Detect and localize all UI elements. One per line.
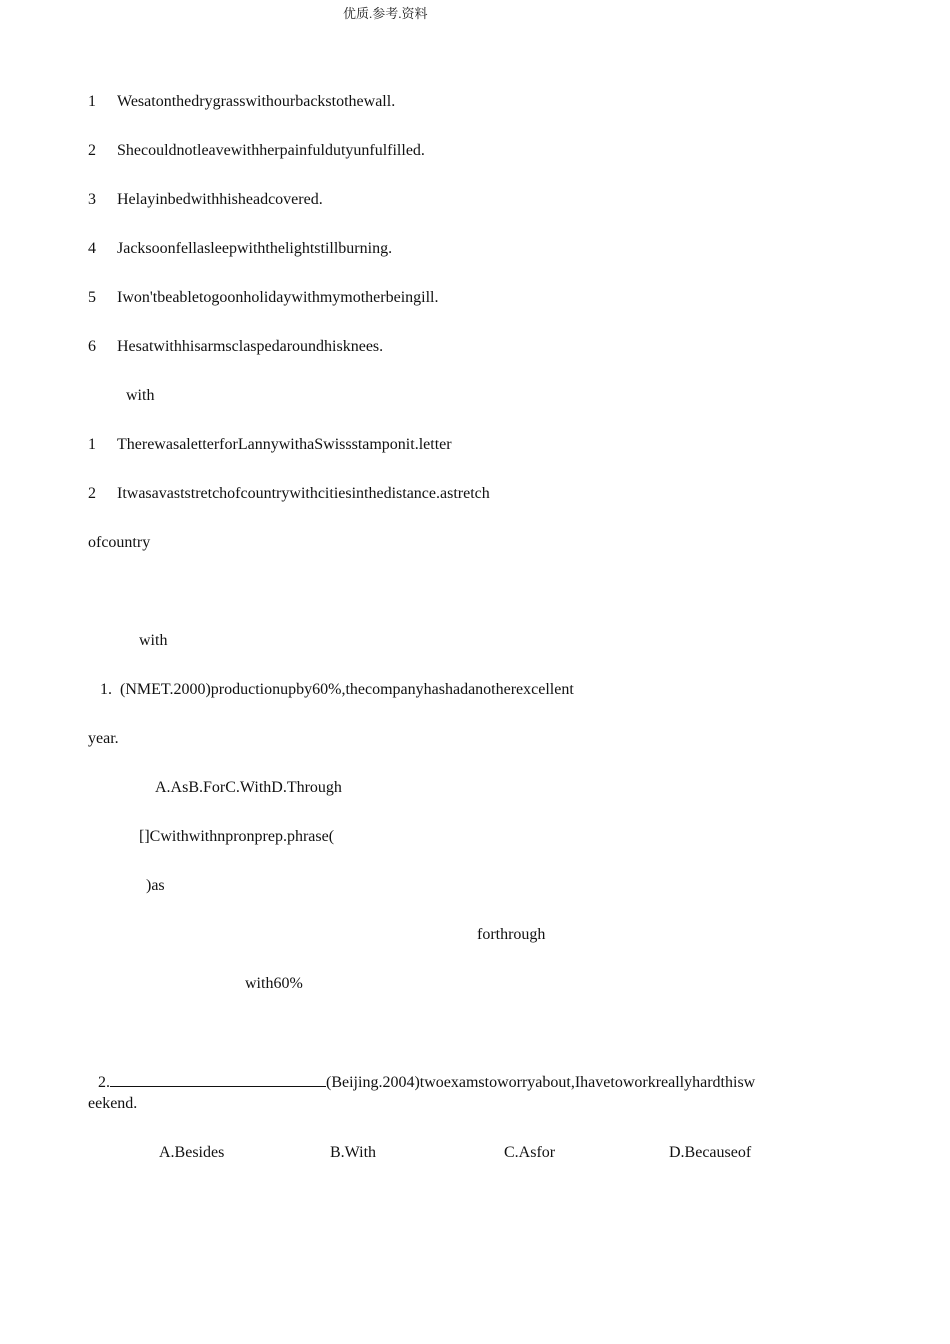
sentence: Itwasavaststretchofcountrywithcitiesinthedistance.astretch xyxy=(117,485,490,502)
sentence: Wesatonthedrygrasswithourbackstothewall. xyxy=(117,93,396,110)
item-number: 2 xyxy=(88,485,96,502)
sentence-continuation: ofcountry xyxy=(88,534,151,551)
answer-explanation: forthrough xyxy=(477,926,546,943)
item-number: 4 xyxy=(88,240,96,257)
item-number: 2 xyxy=(88,142,96,159)
item-number: 6 xyxy=(88,338,96,355)
option-d: D.Becauseof xyxy=(669,1144,752,1161)
question-options: A.AsB.ForC.WithD.Through xyxy=(155,779,342,796)
question-continuation: eekend. xyxy=(88,1095,138,1112)
sentence: Iwon'tbeabletogoonholidaywithmymotherbeingill. xyxy=(117,289,439,306)
question-2 xyxy=(98,1072,755,1093)
answer-explanation: )as xyxy=(146,877,165,894)
sentence: Jacksoonfellasleepwiththelightstillburning. xyxy=(117,240,393,257)
sentence: TherewasaletterforLannywithaSwissstamponit.letter xyxy=(117,436,452,453)
section-heading: with xyxy=(126,387,155,404)
answer-blank xyxy=(110,1072,326,1087)
page-header: 优质.参考.资料 xyxy=(343,6,428,21)
question-text: (Beijing.2004)twoexamstoworryabout,Ihavetoworkreallyhardthisw xyxy=(326,1074,756,1091)
option-c: C.Asfor xyxy=(504,1144,556,1161)
sentence: Shecouldnotleavewithherpainfuldutyunfulfilled. xyxy=(117,142,425,159)
question-number: 2. xyxy=(98,1074,110,1091)
question-text: (NMET.2000)productionupby60%,thecompanyhashadanotherexcellent xyxy=(120,681,574,698)
question-number: 1. xyxy=(100,681,112,698)
sentence: Hesatwithhisarmsclaspedaroundhisknees. xyxy=(117,338,384,355)
item-number: 1 xyxy=(88,93,96,110)
answer-explanation: with60% xyxy=(245,975,303,992)
option-b: B.With xyxy=(330,1144,377,1161)
option-a: A.Besides xyxy=(159,1144,225,1161)
item-number: 1 xyxy=(88,436,96,453)
question-continuation: year. xyxy=(88,730,119,747)
answer-explanation: []Cwithwithnpronprep.phrase( xyxy=(139,828,335,845)
sentence: Helayinbedwithhisheadcovered. xyxy=(117,191,323,208)
item-number: 3 xyxy=(88,191,96,208)
section-heading: with xyxy=(139,632,168,649)
item-number: 5 xyxy=(88,289,96,306)
